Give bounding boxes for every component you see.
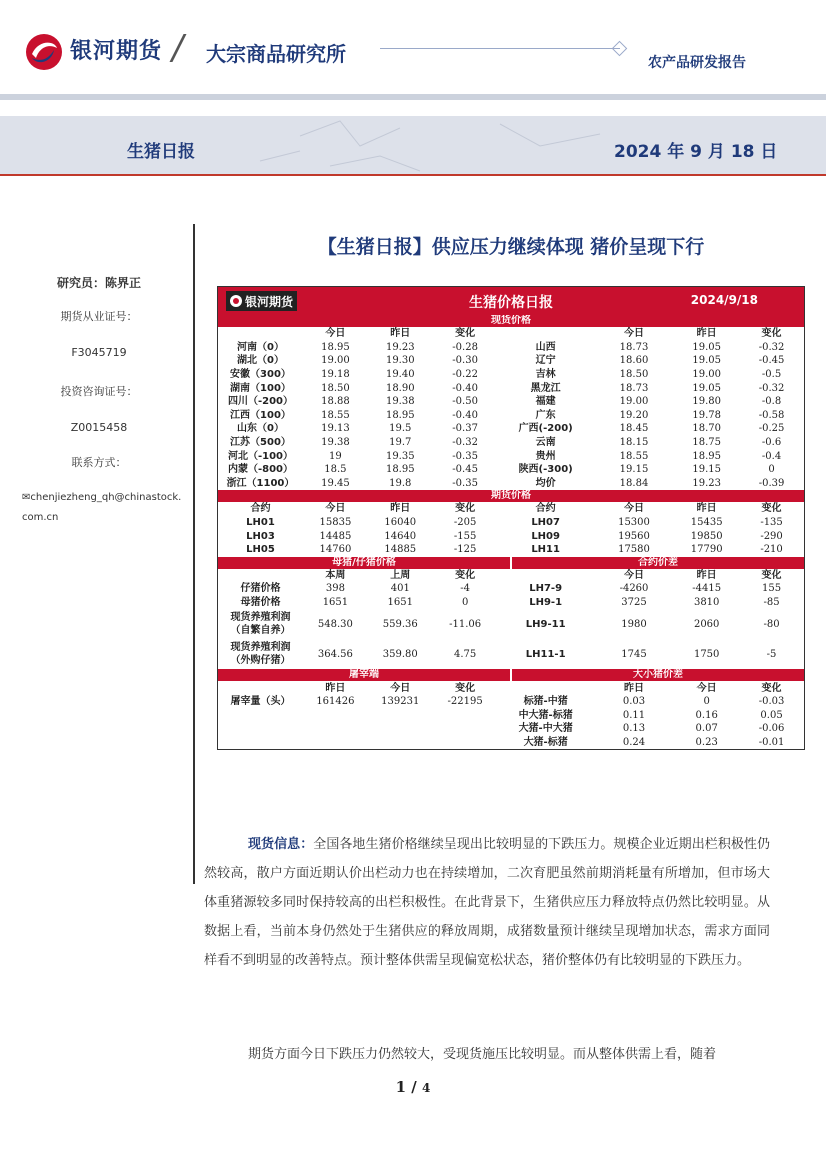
- row-label: 陕西(-300): [518, 464, 573, 476]
- table-cell: 139231: [381, 696, 420, 708]
- table-cell: 19.20: [619, 409, 649, 421]
- section-spot: 现货价格: [218, 315, 804, 327]
- table-cell: 18.95: [385, 409, 415, 421]
- table-cell: 18.88: [321, 396, 350, 408]
- table-cell: -4: [460, 583, 470, 595]
- table-cell: -5: [766, 648, 777, 660]
- table-cell: 19.15: [692, 464, 721, 476]
- consult-label: 投资咨询证号：: [60, 385, 138, 398]
- row-label-line: （自繁自养）: [230, 625, 291, 637]
- section-size-spread: 大小猪价差: [512, 669, 804, 681]
- table-cell: 17790: [690, 544, 723, 556]
- table-cell: 19.7: [389, 437, 412, 449]
- row-label: 江西（100）: [230, 409, 291, 421]
- table-cell: 18.75: [692, 437, 721, 449]
- table-cell: 19.38: [385, 396, 415, 408]
- table-row: [218, 368, 804, 382]
- row-label: [218, 609, 303, 639]
- table-row: [218, 695, 804, 709]
- table-cell: 19.05: [692, 341, 721, 353]
- row-label: LH9-1: [529, 596, 563, 608]
- table-cell: 15300: [618, 517, 650, 529]
- row-label: 内蒙（-800）: [227, 464, 293, 476]
- price-table: [217, 286, 805, 750]
- table-cell: 3725: [621, 596, 647, 608]
- table-cell: 1745: [621, 648, 647, 660]
- table-cell: 19.13: [321, 423, 350, 435]
- row-label: 黑龙江: [530, 382, 561, 394]
- table-row: [218, 708, 804, 722]
- table-cell: 19850: [690, 530, 723, 542]
- row-label: 浙江（1100）: [226, 477, 295, 489]
- table-cell: [303, 722, 368, 736]
- table-cell: 0.07: [695, 723, 718, 735]
- table-cell: 0: [461, 596, 469, 608]
- row-label: 广东: [535, 409, 556, 421]
- column-header: 合约: [250, 503, 271, 515]
- table-cell: 364.56: [317, 648, 353, 660]
- column-header: 今日: [325, 328, 346, 340]
- table-cell: 18.73: [619, 341, 649, 353]
- header-blank: [498, 569, 594, 583]
- row-label-line: 母猪价格: [240, 596, 281, 608]
- page-current: 1: [395, 1078, 407, 1096]
- table-cell: -0.5: [761, 369, 782, 381]
- table-cell: 3810: [693, 596, 720, 608]
- section-spread: 合约价差: [512, 557, 804, 569]
- table-cell: 1980: [621, 618, 647, 630]
- column-header: 变化: [761, 569, 782, 581]
- column-header: 变化: [455, 682, 476, 694]
- column-header: 今日: [325, 503, 346, 515]
- section-sow: 母猪/仔猪价格: [218, 557, 512, 569]
- sow-spread-table: [218, 569, 804, 670]
- table-cell: 19.40: [385, 369, 415, 381]
- row-label: [218, 582, 303, 596]
- row-label: 河南（0）: [237, 341, 284, 353]
- table-row: [218, 381, 804, 395]
- row-label: LH11: [531, 544, 560, 556]
- table-cell: -0.40: [452, 409, 478, 421]
- table-cell: 559.36: [382, 618, 418, 630]
- spot-text: 全国各地生猪价格继续呈现出比较明显的下跌压力。规模企业近期出栏积极性仍然较高，散户方面近期认价出栏动力也在持续增加，二次育肥虽然前期消耗量有所增加，但市场大体重猪源较多同时保持较高的出栏积极性。在此背景下，生猪供应压力释放特点仍然比较明显。从数据上看，当前本身仍然处于生猪供应的释放周期，成猪数量预计继续呈现增加状态，需求方面同样看不到明显的改善特点。预计整体供需呈现偏宽松状态，猪价整体仍有比较明显的下跌压力。: [204, 837, 770, 968]
- table-cell: -0.32: [452, 437, 478, 449]
- table-cell: 18.45: [619, 423, 649, 435]
- column-header: 昨日: [623, 682, 644, 694]
- header-row: [218, 502, 804, 516]
- table-cell: -0.35: [452, 450, 478, 462]
- consult-number: Z0015458: [70, 421, 128, 434]
- table-cell: -0.37: [452, 423, 478, 435]
- table-cell: -0.03: [758, 696, 785, 708]
- table-cell: 14885: [384, 544, 417, 556]
- table-cell: 4.75: [454, 648, 477, 660]
- diamond-icon: [612, 41, 628, 57]
- table-row: [218, 422, 804, 436]
- brand-name: 银河期货: [70, 39, 163, 64]
- header-blank: [218, 327, 303, 341]
- table-cell: 18.55: [619, 450, 649, 462]
- table-cell: [433, 736, 498, 750]
- table-cell: 0.13: [622, 723, 646, 735]
- row-label: LH9-11: [525, 618, 566, 630]
- table-cell: [368, 722, 433, 736]
- row-label: LH05: [246, 544, 275, 556]
- column-header: 变化: [455, 328, 476, 340]
- table-cell: 19.45: [321, 477, 350, 489]
- section-futures: 期货价格: [218, 490, 804, 502]
- table-cell: -0.25: [758, 423, 785, 435]
- column-header: 变化: [761, 682, 782, 694]
- table-cell: -125: [453, 544, 477, 556]
- table-cell: 19.00: [692, 369, 721, 381]
- spot-price-table: [218, 327, 804, 490]
- row-label: 大猪-标猪: [523, 736, 568, 748]
- table-cell: 18.84: [619, 477, 649, 489]
- table-cell: 1651: [322, 596, 349, 608]
- table-cell: 19.5: [389, 423, 412, 435]
- table-cell: -0.28: [452, 341, 478, 353]
- table-cell: 0.24: [622, 736, 646, 748]
- table-cell: 0: [703, 696, 710, 708]
- row-label-line: 现货养殖利润: [230, 612, 291, 624]
- table-cell: 0: [768, 464, 775, 476]
- table-cell: 19.23: [385, 341, 415, 353]
- table-cell: 155: [762, 583, 782, 595]
- table-cell: -155: [453, 530, 477, 542]
- email-text: chenjiezheng_qh@chinastock.com.cn: [22, 492, 182, 523]
- table-cell: -4260: [619, 583, 649, 595]
- page-title: 【生猪日报】供应压力继续体现 猪价呈现下行: [317, 236, 705, 258]
- section-slaughter-size: [218, 669, 804, 681]
- table-cell: -4415: [692, 583, 722, 595]
- section-slaughter: 屠宰端: [218, 669, 512, 681]
- band-underline: [0, 174, 826, 176]
- table-cell: 1750: [693, 648, 720, 660]
- table-row: [218, 436, 804, 450]
- row-label: 山西: [535, 341, 556, 353]
- row-label: [218, 639, 303, 669]
- table-cell: -0.50: [452, 396, 478, 408]
- row-label: LH11-1: [525, 648, 566, 660]
- table-cell: 18.95: [385, 464, 415, 476]
- table-cell: 15435: [690, 517, 723, 529]
- column-header: 昨日: [390, 328, 411, 340]
- row-label: [218, 596, 303, 610]
- table-cell: 18.95: [321, 341, 350, 353]
- row-label: 湖南（100）: [230, 382, 291, 394]
- row-label: 湖北（0）: [237, 355, 284, 367]
- galaxy-logo-icon: [24, 32, 64, 72]
- header-row: [218, 681, 804, 695]
- table-cell: 401: [390, 583, 410, 595]
- table-cell: 19.38: [321, 437, 350, 449]
- row-label: 贵州: [535, 450, 556, 462]
- spot-paragraph: [204, 830, 770, 975]
- page-sep: /: [406, 1078, 422, 1096]
- table-cell: 19.35: [385, 450, 415, 462]
- row-label: 广西(-200): [518, 423, 573, 435]
- table-cell: 19.30: [385, 355, 415, 367]
- table-row: [218, 736, 804, 750]
- table-cell: [218, 722, 303, 736]
- table-cell: -0.32: [758, 341, 785, 353]
- table-row: [218, 395, 804, 409]
- table-cell: -0.35: [452, 477, 478, 489]
- table-cell: -85: [763, 596, 780, 608]
- column-header: 昨日: [325, 682, 346, 694]
- report-type: 农产品研发报告: [648, 55, 746, 71]
- row-label: 云南: [535, 437, 556, 449]
- page-number: [0, 1078, 826, 1096]
- row-label: LH07: [531, 517, 560, 529]
- table-cell: 0.16: [695, 709, 718, 721]
- column-header: 今日: [390, 682, 411, 694]
- header-decoration-line: [380, 48, 620, 49]
- table-cell: 19.00: [619, 396, 649, 408]
- row-label: 河北（-100）: [227, 450, 293, 462]
- table-cell: -0.8: [761, 396, 782, 408]
- table-row: [218, 529, 804, 543]
- table-row: [218, 409, 804, 423]
- table-cell: -0.39: [758, 477, 785, 489]
- table-cell: -0.22: [452, 369, 478, 381]
- table-row: [218, 516, 804, 530]
- column-header: 昨日: [696, 569, 717, 581]
- header-blank: [498, 327, 594, 341]
- license-number: F3045719: [71, 346, 127, 359]
- table-cell: 18.95: [692, 450, 721, 462]
- table-date: 2024/9/18: [690, 293, 758, 307]
- institute-name: 大宗商品研究所: [206, 42, 346, 66]
- table-cell: -0.30: [452, 355, 478, 367]
- row-label: 辽宁: [535, 355, 556, 367]
- row-label: LH01: [246, 517, 275, 529]
- column-header: 昨日: [696, 328, 717, 340]
- table-cell: -11.06: [449, 618, 482, 630]
- table-cell: 0.11: [622, 709, 646, 721]
- column-header: 今日: [623, 328, 644, 340]
- column-header: 本周: [325, 569, 346, 581]
- column-header: 昨日: [696, 503, 717, 515]
- table-cell: 15835: [319, 517, 352, 529]
- mail-icon: ✉: [22, 492, 31, 503]
- table-cell: 548.30: [317, 618, 353, 630]
- table-row: [218, 543, 804, 557]
- column-header: 变化: [761, 503, 782, 515]
- table-row: [218, 639, 804, 669]
- row-label: 大猪-中大猪: [518, 723, 573, 735]
- table-cell: 2060: [693, 618, 720, 630]
- table-row: [218, 596, 804, 610]
- researcher: 研究员：陈界正: [56, 276, 141, 290]
- table-cell: -0.06: [758, 723, 785, 735]
- table-cell: 18.90: [385, 382, 415, 394]
- table-row: [218, 477, 804, 491]
- table-cell: 18.50: [321, 382, 350, 394]
- row-label: 福建: [535, 396, 556, 408]
- row-label: 山东（0）: [237, 423, 284, 435]
- report-name: 生猪日报: [127, 142, 195, 162]
- table-cell: 19560: [618, 530, 650, 542]
- column-header: 变化: [455, 503, 476, 515]
- table-cell: 18.70: [692, 423, 721, 435]
- table-title: 生猪价格日报: [469, 295, 553, 311]
- table-cell: 0.05: [760, 709, 783, 721]
- table-row: [218, 354, 804, 368]
- column-header: 变化: [761, 328, 782, 340]
- column-header: 今日: [696, 682, 717, 694]
- column-header: 今日: [623, 569, 644, 581]
- table-cell: 18.55: [321, 409, 350, 421]
- row-label-line: 仔猪价格: [240, 583, 281, 595]
- column-header: 合约: [535, 503, 556, 515]
- contact-label: 联系方式：: [71, 456, 127, 469]
- table-cell: 19.00: [321, 355, 350, 367]
- row-label: 屠宰量（头）: [230, 696, 291, 708]
- table-cell: -22195: [447, 696, 483, 708]
- table-cell: [368, 708, 433, 722]
- table-cell: 18.50: [619, 369, 649, 381]
- price-table-header: [218, 287, 804, 315]
- table-cell: -0.32: [758, 382, 785, 394]
- license-label: 期货从业证号：: [60, 310, 138, 323]
- table-cell: [433, 708, 498, 722]
- row-label: 均价: [535, 477, 556, 489]
- table-cell: [303, 708, 368, 722]
- brand-separator: /: [172, 28, 184, 68]
- row-label: LH03: [246, 530, 275, 542]
- table-cell: 18.5: [324, 464, 347, 476]
- table-cell: 19.78: [692, 409, 721, 421]
- futures-paragraph: 期货方面今日下跌压力仍然较大，受现货施压比较明显。而从整体供需上看，随着: [248, 1047, 717, 1062]
- column-header: 上周: [390, 569, 411, 581]
- table-cell: [433, 722, 498, 736]
- table-row: [218, 609, 804, 639]
- table-cell: 16040: [384, 517, 417, 529]
- table-cell: 18.15: [619, 437, 649, 449]
- section-sow-spread: [218, 557, 804, 569]
- table-cell: [218, 708, 303, 722]
- table-cell: 19.8: [389, 477, 412, 489]
- row-label: 江苏（500）: [230, 437, 291, 449]
- table-cell: 19.05: [692, 355, 721, 367]
- table-cell: -80: [763, 618, 780, 630]
- column-header: 昨日: [390, 503, 411, 515]
- row-label-line: （外购仔猪）: [230, 655, 291, 667]
- report-date: 2024 年 9 月 18 日: [614, 142, 778, 162]
- table-cell: 19: [329, 450, 342, 462]
- table-cell: 18.73: [619, 382, 649, 394]
- table-cell: 14640: [384, 530, 417, 542]
- table-cell: [303, 736, 368, 750]
- table-cell: 19.80: [692, 396, 721, 408]
- table-cell: 0.23: [695, 736, 718, 748]
- page-total: 4: [422, 1081, 431, 1095]
- table-cell: 1651: [387, 596, 413, 608]
- table-cell: 398: [325, 583, 345, 595]
- slaughter-size-table: [218, 681, 804, 749]
- column-header: 今日: [623, 503, 644, 515]
- futures-price-table: [218, 502, 804, 556]
- table-cell: -210: [760, 544, 783, 556]
- table-cell: -0.40: [452, 382, 478, 394]
- table-logo-text: 银河期货: [245, 294, 294, 309]
- contact-email[interactable]: [22, 488, 182, 528]
- table-cell: -135: [760, 517, 783, 529]
- row-label: LH7-9: [529, 583, 563, 595]
- table-row: [218, 463, 804, 477]
- column-header: 变化: [455, 569, 476, 581]
- table-cell: -0.01: [758, 736, 785, 748]
- row-label: 安徽（300）: [230, 369, 291, 381]
- row-label: 吉林: [535, 369, 556, 381]
- header-blank: [498, 681, 594, 695]
- table-cell: -0.4: [761, 450, 782, 462]
- header-blank: [218, 681, 303, 695]
- table-cell: [368, 736, 433, 750]
- row-label: 中大猪-标猪: [518, 709, 573, 721]
- table-cell: -0.45: [758, 355, 785, 367]
- row-label: 标猪-中猪: [523, 696, 568, 708]
- sidebar-divider: [193, 224, 195, 884]
- row-label-line: 现货养殖利润: [230, 642, 291, 654]
- header-rule: [0, 94, 826, 100]
- header-row: [218, 569, 804, 583]
- table-row: [218, 341, 804, 355]
- table-cell: 161426: [316, 696, 355, 708]
- table-cell: -0.58: [758, 409, 785, 421]
- header-blank: [218, 569, 303, 583]
- table-cell: [218, 736, 303, 750]
- table-cell: 14760: [319, 544, 352, 556]
- table-cell: -0.6: [761, 437, 782, 449]
- table-cell: 0.03: [622, 696, 646, 708]
- table-cell: 14485: [319, 530, 352, 542]
- table-row: [218, 582, 804, 596]
- table-cell: 17580: [618, 544, 650, 556]
- table-cell: 19.23: [692, 477, 721, 489]
- row-label: LH09: [531, 530, 560, 542]
- row-label: 四川（-200）: [227, 396, 293, 408]
- table-row: [218, 449, 804, 463]
- table-cell: 359.80: [382, 648, 418, 660]
- table-cell: -205: [453, 517, 477, 529]
- table-cell: -290: [760, 530, 783, 542]
- table-cell: -0.45: [452, 464, 478, 476]
- table-cell: 19.18: [321, 369, 350, 381]
- table-cell: 18.60: [619, 355, 649, 367]
- header-row: [218, 327, 804, 341]
- table-cell: 19.15: [619, 464, 649, 476]
- table-cell: 19.05: [692, 382, 721, 394]
- table-row: [218, 722, 804, 736]
- spot-lead: 现货信息：: [248, 837, 314, 852]
